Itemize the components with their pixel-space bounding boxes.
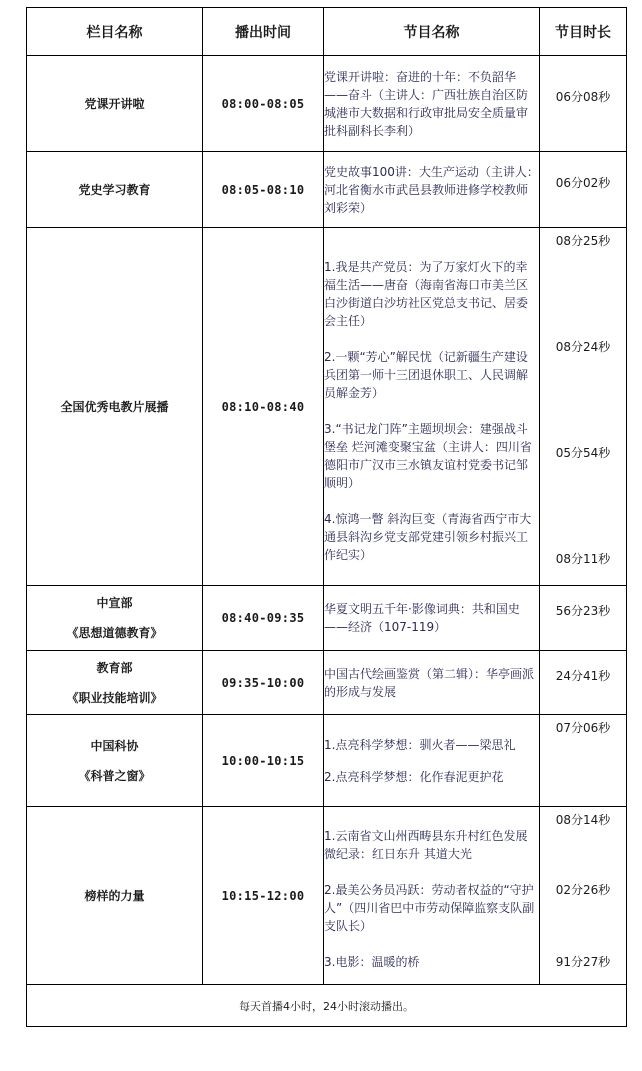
footer-note: 每天首播4小时，24小时滚动播出。 <box>27 985 627 1027</box>
table-row <box>27 152 627 228</box>
table-row <box>27 807 627 985</box>
duration-value: 24分41秒 <box>555 669 611 683</box>
header-column-name: 栏目名称 <box>27 8 203 56</box>
duration-value: 06分02秒 <box>555 176 611 190</box>
duration-value: 07分06秒 <box>555 721 611 735</box>
duration-value: 08分24秒 <box>555 340 611 354</box>
column-name-cell <box>27 715 203 807</box>
duration-cell <box>540 651 627 715</box>
duration-value: 91分27秒 <box>555 955 611 969</box>
program-item: 中国古代绘画鉴赏（第二辑）：华亭画派的形成与发展 <box>324 666 535 699</box>
program-cell <box>324 807 540 985</box>
duration-value: 08分25秒 <box>555 234 611 248</box>
program-item: 党课开讲啦：奋进的十年：不负韶华——奋斗（主讲人：广西壮族自治区防城港市大数据和行政审批局安全质量审批科副科长李利） <box>324 69 529 138</box>
program-item: 3.“书记龙门阵”主题坝坝会：建强战斗堡垒 烂河滩变聚宝盆（主讲人：四川省德阳市广汉市三水镇友谊村党委书记邹顺明） <box>324 421 532 490</box>
header-program-name: 节目名称 <box>324 8 540 56</box>
program-cell <box>324 715 540 807</box>
header-air-time: 播出时间 <box>203 8 324 56</box>
air-time-cell: 08:05-08:10 <box>203 152 324 228</box>
air-time-cell: 08:00-08:05 <box>203 56 324 152</box>
duration-value: 08分14秒 <box>555 813 611 827</box>
program-item: 2.点亮科学梦想：化作春泥更护花 <box>324 769 504 784</box>
air-time-cell: 09:35-10:00 <box>203 651 324 715</box>
air-time-cell: 08:40-09:35 <box>203 586 324 651</box>
column-name-cell: 党课开讲啦 <box>27 56 203 152</box>
duration-cell <box>540 228 627 586</box>
column-name-cell <box>27 586 203 651</box>
footer-row <box>27 985 627 1027</box>
header-duration: 节目时长 <box>540 8 627 56</box>
program-item: 1.点亮科学梦想：驯火者——梁思礼 <box>324 737 516 752</box>
air-time-cell: 08:10-08:40 <box>203 228 324 586</box>
column-name-line: 《职业技能培训》 <box>66 690 163 705</box>
duration-value: 08分11秒 <box>555 552 611 566</box>
table-row <box>27 228 627 586</box>
column-name-line: 中国科协 <box>90 738 139 753</box>
broadcast-schedule-table <box>26 7 627 1027</box>
program-item: 党史故事100讲：大生产运动（主讲人：河北省衡水市武邑县教师进修学校教师刘彩荣） <box>324 164 539 215</box>
program-cell <box>324 152 540 228</box>
column-name-line: 中宣部 <box>96 596 133 610</box>
duration-cell <box>540 586 627 651</box>
duration-value: 56分23秒 <box>555 604 611 618</box>
table-row <box>27 586 627 651</box>
table-row <box>27 651 627 715</box>
program-item: 2.一颗“芳心”解民忧（记新疆生产建设兵团第一师十三团退休职工、人民调解员解金芳） <box>324 349 529 400</box>
program-item: 3.电影：温暖的桥 <box>324 954 420 969</box>
duration-cell <box>540 807 627 985</box>
column-name-line: 教育部 <box>96 660 133 675</box>
program-cell <box>324 586 540 651</box>
column-name-cell: 党史学习教育 <box>27 152 203 228</box>
program-cell <box>324 228 540 586</box>
duration-cell <box>540 152 627 228</box>
program-item: 4.惊鸿一瞥 斜沟巨变（青海省西宁市大通县斜沟乡党支部党建引领乡村振兴工作纪实） <box>324 511 532 562</box>
program-item: 1.云南省文山州西畴县东升村红色发展微纪录：红日东升 其道大光 <box>324 828 528 861</box>
header-row <box>27 8 627 56</box>
column-name-cell <box>27 651 203 715</box>
column-name-cell: 榜样的力量 <box>27 807 203 985</box>
duration-cell <box>540 56 627 152</box>
program-cell <box>324 651 540 715</box>
air-time-cell: 10:00-10:15 <box>203 715 324 807</box>
column-name-line: 《思想道德教育》 <box>66 626 163 640</box>
air-time-cell: 10:15-12:00 <box>203 807 324 985</box>
program-cell <box>324 56 540 152</box>
column-name-line: 《科普之窗》 <box>78 768 151 783</box>
table-row <box>27 56 627 152</box>
duration-cell <box>540 715 627 807</box>
table-row <box>27 715 627 807</box>
duration-value: 05分54秒 <box>555 446 611 460</box>
program-item: 华夏文明五千年·影像词典：共和国史——经济（107-119） <box>324 602 520 634</box>
duration-value: 06分08秒 <box>555 90 611 104</box>
program-item: 2.最美公务员冯跃：劳动者权益的“守护人”（四川省巴中市劳动保障监察支队副支队长） <box>324 882 535 933</box>
column-name-cell: 全国优秀电教片展播 <box>27 228 203 586</box>
program-item: 1.我是共产党员：为了万家灯火下的幸福生活——唐奋（海南省海口市美兰区白沙街道白沙坊社区党总支书记、居委会主任） <box>324 259 529 328</box>
duration-value: 02分26秒 <box>555 883 611 897</box>
